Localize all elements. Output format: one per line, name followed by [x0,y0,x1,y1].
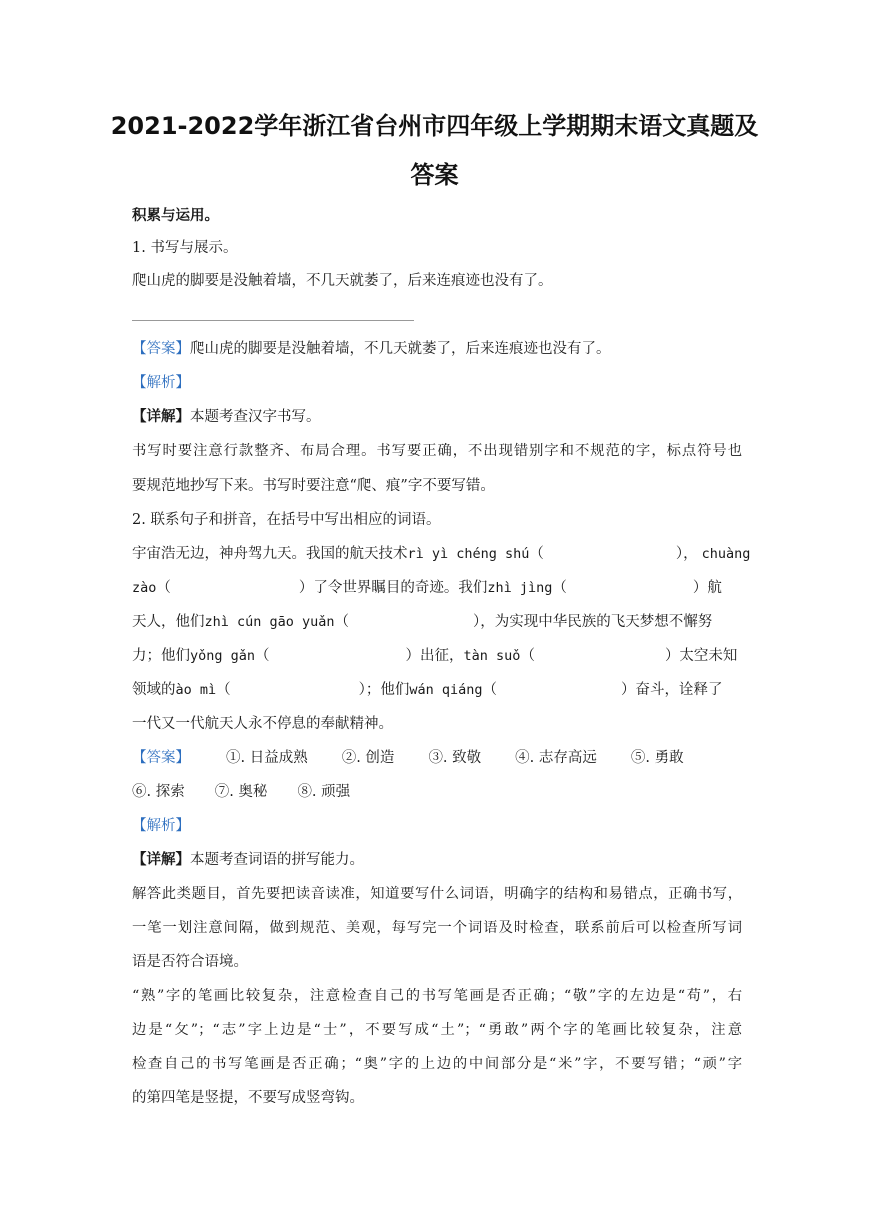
q1-stem: 1. 书写与展示。 [132,240,238,256]
q2-l5-text-b: ）；他们 [358,682,410,698]
bracket-open: （ [482,682,498,698]
q1-detail-text: 本题考查汉字书写。 [190,409,321,425]
pinyin-wan-qiang: wán qiáng [409,682,483,698]
q2-passage-line6: 一代又一代航天人永不停息的奉献精神。 [132,716,393,732]
q2-l3-text-b: ），为实现中华民族的飞天梦想不懈努 [473,614,713,630]
q2-passage-line3 [132,612,742,632]
detail-tag: 【详解】 [132,409,190,425]
q2-passage-line4 [132,646,742,666]
pinyin-zhi-jing: zhì jìng [487,580,553,596]
pinyin-chuang: chuàng [701,546,751,562]
answer-item: ⑤. 勇敢 [630,750,684,766]
q2-detail [132,850,742,870]
bracket-open: （ [529,546,544,562]
pinyin-zao: zào [132,580,157,596]
q2-l3-text-a: 天人，他们 [132,614,205,630]
q1-explain-line2: 要规范地抄写下来。书写时要注意“爬、痕”字不要写错。 [132,478,495,494]
answer-item: ④. 志存高远 [515,750,597,766]
bracket-open: （ [520,648,535,664]
q1-explain-line1: 书写时要注意行款整齐、布局合理。书写要正确，不出现错别字和不规范的字，标点符号也 [132,443,742,459]
pinyin-yong-gan: yǒng gǎn [190,648,256,664]
answer-tag: 【答案】 [132,341,190,357]
page-title-line1: 2021-2022学年浙江省台州市四年级上学期期末语文真题及 [110,112,759,140]
q2-answer-row2 [132,782,742,802]
bracket-open: （ [552,580,567,596]
q2-stem: 2. 联系句子和拼音，在括号中写出相应的词语。 [132,512,441,528]
q2-passage-line1 [132,544,751,564]
detail-tag: 【详解】 [132,852,190,868]
answer-item: ③. 致敬 [428,750,482,766]
bracket-open: （ [334,614,350,630]
q1-analysis-tag: 【解析】 [132,375,190,391]
pinyin-zhi-cun-gao-yuan: zhì cún gāo yuǎn [204,614,335,630]
q2-answer-row1 [132,748,742,768]
q2-explain-line4: “熟”字的笔画比较复杂，注意检查自己的书写笔画是否正确；“敬”字的左边是“苟”，右 [132,988,742,1004]
q2-l5-text-c: ）奋斗，诠释了 [621,682,723,698]
q2-l1-text-a: 宇宙浩无边，神舟驾九天。我国的航天技术 [132,546,408,562]
q2-explain-line7: 的第四笔是竖提，不要写成竖弯钩。 [132,1090,364,1106]
q2-explain-line2: 一笔一划注意间隔，做到规范、美观，每写完一个词语及时检查，联系前后可以检查所写词 [132,920,742,936]
bracket-open: （ [216,682,231,698]
q2-explain-line6: 检查自己的书写笔画是否正确；“奥”字的上边的中间部分是“米”字，不要写错；“顽”字 [132,1056,742,1072]
answer-item: ⑥. 探索 [132,784,185,800]
q2-l4-text-a: 力；他们 [132,648,190,664]
pinyin-ao-mi: ào mì [175,682,217,698]
q2-l4-text-b: ）出征， [405,648,464,664]
q2-l2-text: ）了令世界瞩目的奇迹。我们 [298,580,488,596]
bracket-close: ）， [675,546,698,562]
section-heading: 积累与运用。 [132,208,219,224]
q2-explain-line3: 语是否符合语境。 [132,954,248,970]
q1-detail [132,407,742,427]
q1-answer-text: 爬山虎的脚要是没触着墙，不几天就萎了，后来连痕迹也没有了。 [190,341,611,357]
q2-l2-end: ）航 [692,580,722,596]
q2-explain-line1: 解答此类题目，首先要把读音读准，知道要写什么词语，明确字的结构和易错点，正确书写， [132,886,742,902]
q2-passage-line5 [132,680,742,700]
answer-writing-line [132,320,414,321]
pinyin-tan-suo: tàn suǒ [463,648,521,664]
q2-passage-line2 [132,578,742,598]
q1-text: 爬山虎的脚要是没触着墙，不几天就萎了，后来连痕迹也没有了。 [132,273,553,289]
answer-item: ①. 日益成熟 [226,750,308,766]
page-title-line2: 答案 [410,161,459,189]
answer-tag: 【答案】 [132,750,190,766]
q2-explain-line5: 边是“攵”；“志”字上边是“士”，不要写成“土”；“勇敢”两个字的笔画比较复杂，注意 [132,1022,742,1038]
answer-item: ⑦. 奥秘 [214,784,268,800]
q2-analysis-tag: 【解析】 [132,818,190,834]
q2-l4-text-c: ）太空未知 [664,648,738,664]
bracket-open: （ [255,648,270,664]
answer-item: ⑧. 顽强 [297,784,351,800]
q2-detail-text: 本题考查词语的拼写能力。 [190,852,364,868]
answer-item: ②. 创造 [341,750,395,766]
pinyin-ri-yi-cheng-shu: rì yì chéng shú [407,546,530,562]
q2-l5-text-a: 领域的 [132,682,176,698]
q1-answer [132,339,742,359]
bracket-open: （ [156,580,171,596]
